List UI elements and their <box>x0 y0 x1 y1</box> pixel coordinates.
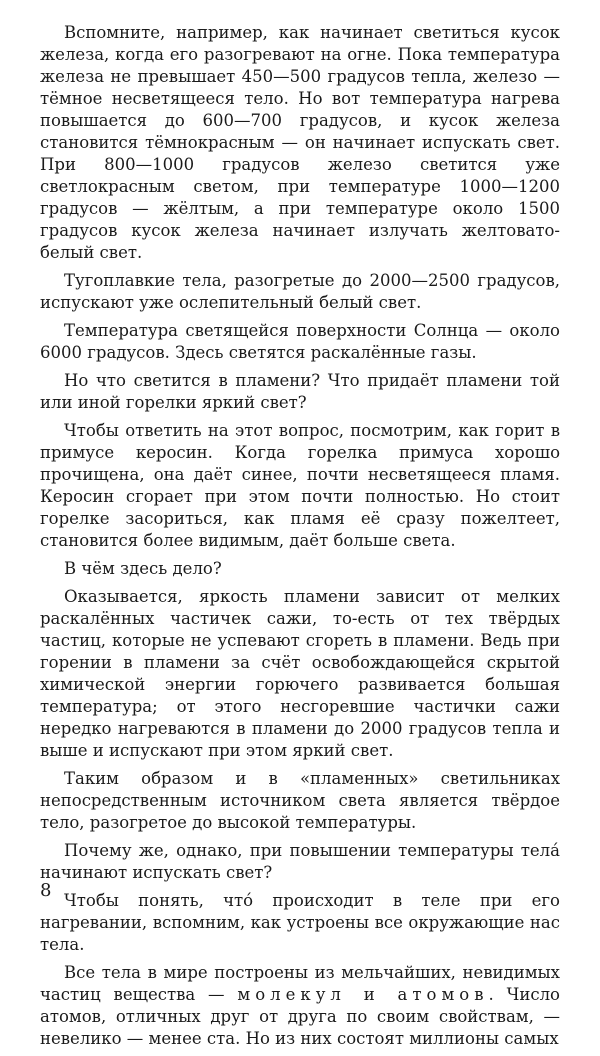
page-body <box>40 22 560 1056</box>
page-number: 8 <box>40 880 52 901</box>
paragraph-molecules-text-end: . Число атомов, отличных друг от друга по своим свойствам, — невелико — менее ста. Но из них состоят миллионы самых <box>40 985 560 1048</box>
paragraph-iron-heating: Вспомните, например, как начинает светиться кусок железа, когда его разогревают на огне. Пока температура железа не превышает 450—500 градусов тепла, железо — тёмное несветящееся тело. Но вот температура нагрева повышается до 600—700 градусов, и кусок железа становится тёмнокрасным — он начинает испускать свет. При 800—1000 градусов железо светится уже светлокрасным светом, при температуре 1000—1200 градусов — жёлтым, а при температуре около 1500 градусов кусок железа начинает излучать желтовато-белый свет. <box>40 23 560 262</box>
paragraph-why-light: Почему же, однако, при повышении температуры тела́ начинают испускать свет? <box>40 841 560 882</box>
paragraph-flame-lamps: Таким образом и в «пламенных» светильниках непосредственным источником света является твёрдое тело, разогретое до высокой температуры. <box>40 769 560 832</box>
paragraph-molecules-atoms <box>40 962 560 1050</box>
molecules-atoms-emphasis: молекул и атомов <box>237 985 489 1004</box>
paragraph-soot-particles: Оказывается, яркость пламени зависит от мелких раскалённых частичек сажи, то-есть от тех твёрдых частиц, которые не успевают сгореть в пламени. Ведь при горении в пламени за счёт освобождающейся скрытой химической энергии горючего развивается большая температура; от этого несгоревшие частички сажи нередко нагреваются в пламени до 2000 градусов тепла и выше и испускают при этом яркий свет. <box>40 587 560 760</box>
paragraph-what-matter: В чём здесь дело? <box>64 559 222 578</box>
paragraph-primus-kerosene: Чтобы ответить на этот вопрос, посмотрим, как горит в примусе керосин. Когда горелка примуса хорошо прочищена, она даёт синее, почти несветящееся пламя. Керосин сгорает при этом почти полностью. Но стоит горелке засориться, как пламя её сразу пожелтеет, становится более видимым, даёт больше света. <box>40 421 560 550</box>
paragraph-molecules-text-start: Все тела в мире построены из мельчайших, невидимых частиц вещества — <box>40 963 560 1004</box>
paragraph-sun-temperature: Температура светящейся поверхности Солнца — около 6000 градусов. Здесь светятся раскалённые газы. <box>40 321 560 362</box>
paragraph-flame-question: Но что светится в пламени? Что придаёт пламени той или иной горелки яркий свет? <box>40 371 560 412</box>
paragraph-refractory-bodies: Тугоплавкие тела, разогретые до 2000—2500 градусов, испускают уже ослепительный белый свет. <box>40 271 560 312</box>
paragraph-understand-structure: Чтобы понять, что́ происходит в теле при его нагревании, вспомним, как устроены все окружающие нас тела. <box>40 891 560 954</box>
